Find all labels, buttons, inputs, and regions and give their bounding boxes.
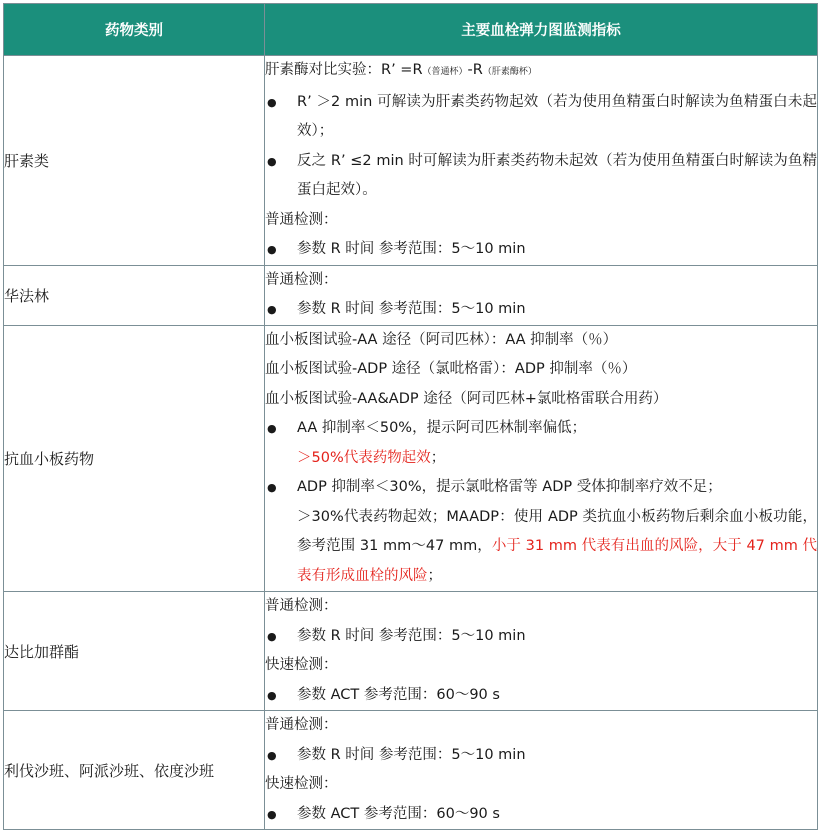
rapid-test-label: 快速检测： bbox=[265, 776, 338, 792]
list-item: ● 参数 ACT 参考范围：60～90 s bbox=[265, 681, 817, 711]
indicator-cell bbox=[265, 56, 818, 266]
list-item: ● 参数 R 时间 参考范围：5～10 min bbox=[265, 235, 817, 265]
table-row-warfarin bbox=[4, 265, 818, 325]
list-item: ● 参数 ACT 参考范围：60～90 s bbox=[265, 800, 817, 830]
category-cell: 达比加群酯 bbox=[4, 592, 265, 711]
list-item: ● 参数 R 时间 参考范围：5～10 min bbox=[265, 295, 817, 325]
list-item: ● 参数 R 时间 参考范围：5～10 min bbox=[265, 741, 817, 771]
list-item: ● AA 抑制率＜50%，提示阿司匹林制率偏低； ＞50%代表药物起效； bbox=[265, 414, 817, 473]
aa-pathway-line: 血小板图试验-AA 途径（阿司匹林）：AA 抑制率（％） bbox=[265, 331, 618, 348]
indicator-cell bbox=[265, 265, 818, 325]
bullet-icon: ● bbox=[267, 688, 277, 702]
list-item: ● ADP 抑制率＜30%，提示氯吡格雷等 ADP 受体抑制率疗效不足； ＞30%代表药物起效；MAADP：使用 ADP 类抗血小板药物后剩余血小板功能，参考范围 31 mm～47 mm，小于 31 mm 代表有出血的风险，大于 47 mm 代表有形成血栓的风险； bbox=[265, 473, 817, 591]
bullet-icon: ● bbox=[267, 154, 277, 168]
bullet-icon: ● bbox=[267, 243, 277, 256]
category-cell: 肝素类 bbox=[4, 56, 265, 266]
list-item: ● 参数 R 时间 参考范围：5～10 min bbox=[265, 622, 817, 652]
table-row-dabigatran bbox=[4, 592, 818, 711]
effective-threshold-text: ＞50%代表药物起效 bbox=[297, 449, 431, 466]
normal-test-label: 普通检测： bbox=[265, 598, 338, 614]
bullet-icon: ● bbox=[267, 422, 277, 435]
bullet-icon: ● bbox=[267, 481, 277, 494]
bullet-icon: ● bbox=[267, 95, 277, 109]
table-row-antiplatelet bbox=[4, 325, 818, 592]
drug-monitoring-table bbox=[3, 3, 818, 830]
bullet-icon: ● bbox=[267, 303, 277, 316]
normal-test-label: 普通检测： bbox=[265, 271, 338, 288]
risk-warning-text: 小于 31 mm 代表有出血的风险，大于 47 mm 代表有形成血栓的风险 bbox=[297, 538, 817, 584]
header-row bbox=[4, 4, 818, 56]
adp-pathway-line: 血小板图试验-ADP 途径（氯吡格雷）：ADP 抑制率（％） bbox=[265, 361, 637, 377]
table-row-xabans bbox=[4, 711, 818, 830]
category-cell: 利伐沙班、阿派沙班、依度沙班 bbox=[4, 711, 265, 830]
bullet-icon: ● bbox=[267, 807, 277, 821]
indicator-cell bbox=[265, 711, 818, 830]
heparinase-test-line: 肝素酶对比实验：R’ =R（普通杯）-R（肝素酶杯） bbox=[265, 62, 537, 78]
category-cell: 华法林 bbox=[4, 265, 265, 325]
aa-adp-pathway-line: 血小板图试验-AA&ADP 途径（阿司匹林+氯吡格雷联合用药） bbox=[265, 390, 668, 407]
bullet-icon: ● bbox=[267, 748, 277, 762]
normal-test-label: 普通检测： bbox=[265, 211, 338, 228]
list-item: ● R’ ＞2 min 可解读为肝素类药物起效（若为使用鱼精蛋白时解读为鱼精蛋白未起效）； bbox=[265, 88, 817, 147]
list-item: ● 反之 R’ ≤2 min 时可解读为肝素类药物未起效（若为使用鱼精蛋白时解读为鱼精蛋白起效）。 bbox=[265, 147, 817, 206]
rapid-test-label: 快速检测： bbox=[265, 657, 338, 673]
indicator-cell bbox=[265, 325, 818, 592]
header-monitoring-indicators: 主要血栓弹力图监测指标 bbox=[265, 4, 818, 56]
bullet-icon: ● bbox=[267, 629, 277, 643]
header-drug-category: 药物类别 bbox=[4, 4, 265, 56]
category-cell: 抗血小板药物 bbox=[4, 325, 265, 592]
indicator-cell bbox=[265, 592, 818, 711]
table-row-heparin bbox=[4, 56, 818, 266]
normal-test-label: 普通检测： bbox=[265, 717, 338, 733]
